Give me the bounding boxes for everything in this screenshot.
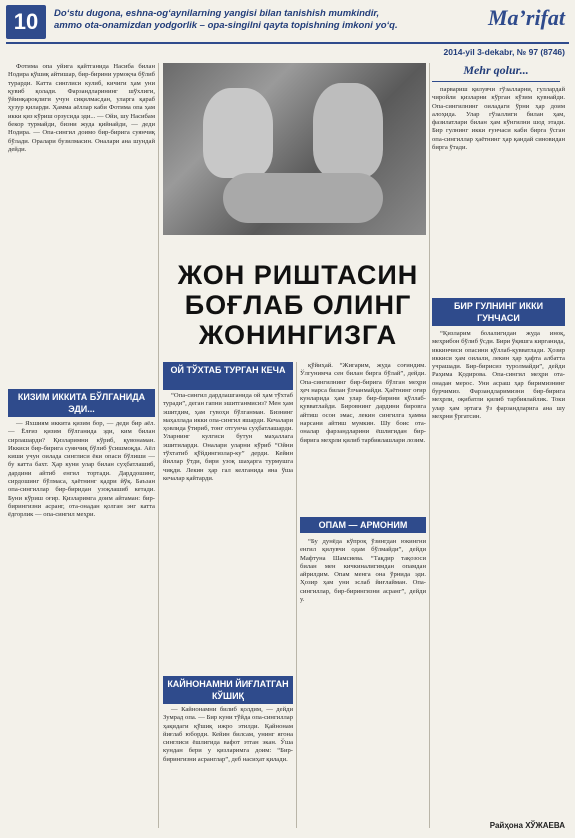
- article-column-2-top: [163, 392, 293, 672]
- article-column-1-bottom: [8, 420, 155, 825]
- subhead-qizim: КИЗИМ ИККИТА БЎЛГАНИДА ЭДИ...: [8, 389, 155, 417]
- main-headline: [163, 260, 433, 350]
- headline-line-3: ЖОНИНГИЗГА: [198, 320, 398, 350]
- article-column-4-top: [432, 86, 565, 294]
- subhead-oy: ОЙ ТЎХТАБ ТУРГАН КЕЧА: [163, 362, 293, 390]
- article-column-2-bottom: [163, 706, 293, 828]
- article-column-1-top: [8, 63, 155, 385]
- photo-toys: [223, 173, 383, 223]
- header-tagline: Do‘stu dugona, eshna-og‘aynilarning yangisi bilan tanishish mumkindir, ammo ota-onamizdan yodgorlik – opa-singilni qayta topishning imkoni yo‘q.: [54, 8, 398, 31]
- article-text: парвариш қилувчи гўзалларни, гуллардай чиройли қизларни кўрган кўзим қувнайди. Опа-сингилнинг оиладаги ўрни ҳар доим алоҳида. Улар гўзаллиги билан ҳам, фазилатлари билан ҳам кўнгилни шод этади. Бир гулнинг икки ғунчаси каби бирга ўсган опа-сингиллар ҳаётнинг ҳар қандай синовидан бирга ўтади.: [432, 86, 565, 152]
- photo-girl-left: [203, 88, 273, 178]
- page-number: 10: [6, 5, 46, 39]
- column-divider: [429, 63, 430, 828]
- photo-girl-right: [313, 83, 383, 178]
- subhead-kaynonam: КАЙНОНАМНИ ЙИҒЛАТГАН КЎШИҚ: [163, 676, 293, 704]
- article-text: — Кайнонамни билиб қолдим, — дейди Зумрад опа. — Бир куни тўйда опа-сингиллар ҳақидаги қўшиқ ижро этилди. Қайнонам йиғлаб юборди. Кейин билсам, унинг ягона синглиси ёшлигида вафот этган экан. Ўша кундан бери у қизларимга доим: “Бир-бирингизни асранглар”, деб насиҳат қилади.: [163, 706, 293, 763]
- subhead-gul: БИР ГУЛНИНГ ИККИ ГУНЧАСИ: [432, 298, 565, 326]
- headline-line-1: ЖОН РИШТАСИН: [177, 260, 419, 290]
- author-byline: Райҳона ХЎЖАЕВА: [489, 821, 565, 830]
- article-text: “Опа-сингил дардлашганида ой ҳам тўхтаб туради”, деган гапни эшитганмисиз? Мен ҳам эшитдим, ҳам гувоҳи бўлганман. Бизнинг маҳаллада икки опа-сингил яшарди. Кечалари ҳовлида ўтириб, тонг отгунча суҳбатлашарди. Уларнинг кулгиси бутун маҳаллага эшитиларди. Оналари уларни кўриб “Ойни тўхтатиб қўйдингизлар-ку” дерди. Кейин йиллар ўтди, бири узоқ шаҳарга турмушга чиқди. Лекин ҳар гал келганида яна ўша кечалар қайтарди.: [163, 392, 293, 482]
- rubric-title: Ma’rifat: [488, 5, 565, 30]
- article-text: “Қизларим болалигидан жуда инoқ, меҳрибон бўлиб ўсди. Бири ўқишга кирганида, иккинчиси опасини қўллаб-қувватлади. Ҳозир иккиси ҳам оилали, лекин ҳар ҳафта албатта учрашади. Бир-бирисиз туролмайди”, дейди Раҳима Қодирова. Опа-сингил меҳри ота-онадан мерос. Уни асраш ҳар биримизнинг бурчимиз. Фарзандларимизни бир-бирига меҳрли, оқибатли қилиб тарбиялайлик. Токи улар ҳам эртага ўз фарзандларига ана шу меҳрни ўргатсин.: [432, 330, 565, 420]
- column-divider: [158, 63, 159, 828]
- subhead-opam: ОПАМ — АРМОНИМ: [300, 517, 426, 533]
- article-text: қўйиҳай. “Жигарим, жуда соғиндим. Ўлгунимча сен билан бирга бўлай”, дейди. Опа-сингилнинг бир-бирига бўлган меҳри ҳеч нарса билан ўлчанмайди. Ҳаётнинг оғир кунларида ҳам улар бир-бирини қўллаб-қувватлайди. Бировнинг дардини бировга айтиш осон эмас, лекин сингилга ҳамма нарсани айтиш мумкин. Шу боис ота-оналар фарзандларини ёшлигидан бир-бирига меҳрли қилиб тарбиялашлари лозим.: [300, 362, 426, 444]
- header-divider: [6, 42, 569, 44]
- article-text: — Яхшиям иккита қизим бор, — деди бир аёл. — Ёлғиз қизим бўлганида эди, ким билан сирлашарди? Қизларимни кўриб, қувонаман. Иккиси бир-бирига суянчиқ бўлиб ўсишмоқда. Аёл киши учун оилада синглиси ёки опаси бўлиши — бу катта бахт. Ҳар куни улар билан суҳбатлашиб, дардини айтиб енгил тортади. Дарддошинг, сирдошинг бўлмаса, ҳаётнинг қадри йўқ. Баъзан опа-сингиллар бир-биридан узоқлашиб кетади. Буни кўриш оғир. Қизларимга доим айтаман: бир-бирингизни асранг, ота-онадан қолган энг катта ёдгорлик — опа-сингил меҳри.: [8, 420, 155, 519]
- article-column-4-bottom: [432, 330, 565, 815]
- photo-two-girls: [163, 63, 426, 235]
- headline-line-2: БОҒЛАБ ОЛИНГ: [184, 290, 412, 320]
- column-divider: [296, 362, 297, 828]
- article-column-3-top: [300, 362, 426, 512]
- article-text: Фотима опа уйига қайтганида Насиба билан Нодира қўшиқ айтишар, бир-бирини урмоқча бўлиб турарди. Катта синглиси кулиб, кичиги ҳам уни қувиб қолади. Фарзандларининг шўхлиги, ўйинқароқлиги учун сиқилмасдан, уларга қараб ҳузур қиларди. Ҳамма аёллар каби Фотима опа ҳам икки қиз кўриш орзусида эди... — Ойи, шу Насибам бекор турмайди, бизни жуда қийнайди, — деди Нодира. — Опа-сингил доимо бир-бирига суянчиқ бўлади. Оралари бузилмасин. Оналари ана шундай дейди.: [8, 63, 155, 153]
- section-title: Mehr qolur...: [432, 63, 560, 82]
- article-text: “Бу дунёда кўпроқ ўзингдан юкингни енгил қилувчи одам бўлмайди”, дейди Мафтуна Шамсиева. “Тақдир тақозоси билан мен кичкиналигимдан опамдан айрилдим. Опам менга она ўрнида эди. Ҳозир ҳам уни эслаб йиғлайман. Опа-сингиллар, бир-бирингизни асранг”, дейди у.: [300, 538, 426, 604]
- issue-info: 2014-yil 3-dekabr, № 97 (8746): [443, 47, 565, 57]
- article-column-3-bottom: [300, 538, 426, 828]
